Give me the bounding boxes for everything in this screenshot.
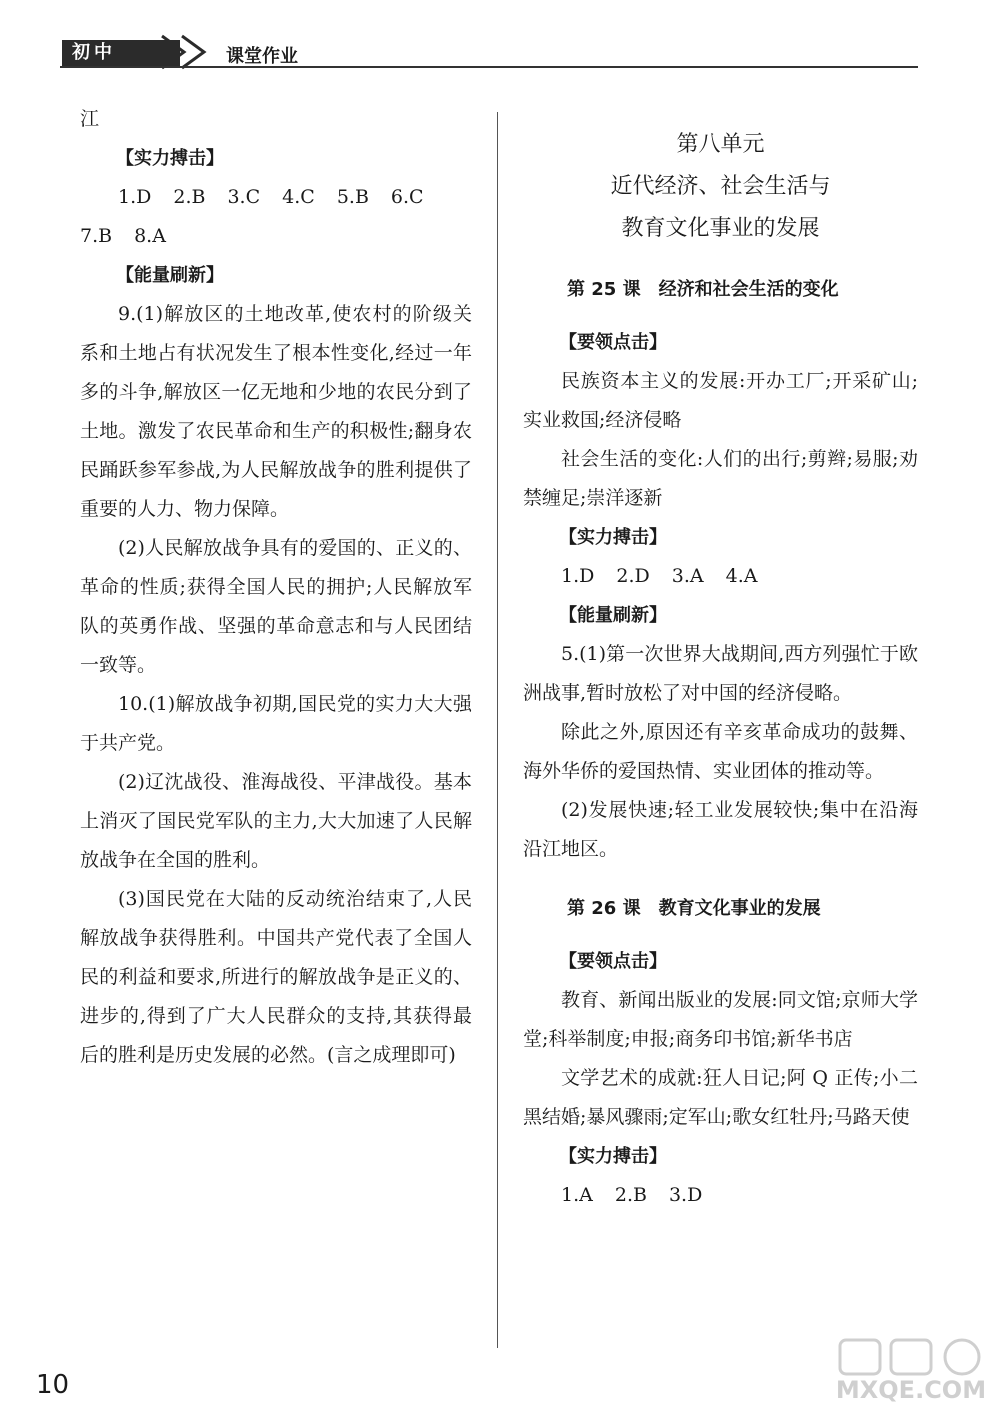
lesson-name: 经济和社会生活的变化 [658,279,839,300]
lesson-number: 第 25 课 [567,279,641,300]
watermark-text: MXQE.COM [835,1376,987,1404]
answer-item: 7.B [80,225,113,247]
paragraph: 江 [80,108,100,130]
answer-item: 3.A [671,565,704,587]
lesson-title [523,889,918,928]
paragraph: 5.(1)第一次世界大战期间,西方列强忙于欧洲战事,暂时放松了对中国的经济侵略。 [523,643,918,704]
paragraph: (2)辽沈战役、淮海战役、平津战役。基本上消灭了国民党军队的主力,大大加速了人民解放战争在全国的胜利。 [80,771,472,871]
double-chevron-icon [156,34,222,70]
answer-item: 6.C [390,186,424,208]
paragraph: 民族资本主义的发展:开办工厂;开采矿山;实业救国;经济侵略 [523,370,918,431]
header-title: 课堂作业 [226,46,298,67]
answer-row [523,1176,918,1215]
lesson-title [523,270,918,309]
answer-item: 3.D [668,1184,703,1206]
answer-row [523,557,918,596]
answer-item: 3.C [227,186,261,208]
section-heading: 【实力搏击】 [559,1146,667,1167]
paragraph: 教育、新闻出版业的发展:同文馆;京师大学堂;科举制度;申报;商务印书馆;新华书店 [523,989,918,1050]
paragraph: (2)人民解放战争具有的爱国的、正义的、革命的性质;获得全国人民的拥护;人民解放军队的英勇作战、坚强的革命意志和与人民团结一致等。 [80,537,472,676]
answer-row [80,178,472,217]
unit-title: 第八单元 [676,132,765,157]
answer-item: 1.D [118,186,152,208]
header-rule [60,66,918,68]
paragraph: (2)发展快速;轻工业发展较快;集中在沿海沿江地区。 [523,799,918,860]
paragraph: 文学艺术的成就:狂人日记;阿 Q 正传;小二黑结婚;暴风骤雨;定军山;歌女红牡丹;马路天使 [523,1067,918,1128]
answer-item: 1.A [561,1184,593,1206]
watermark-logo-icon [836,1336,986,1378]
lesson-name: 教育文化事业的发展 [658,898,821,919]
page-number: 10 [36,1370,70,1400]
paragraph: 10.(1)解放战争初期,国民党的实力大大强于共产党。 [80,693,472,754]
paragraph: 除此之外,原因还有辛亥革命成功的鼓舞、海外华侨的爱国热情、实业团体的推动等。 [523,721,918,782]
section-heading: 【能量刷新】 [116,265,224,286]
unit-subtitle: 近代经济、社会生活与 [610,174,831,199]
answer-item: 2.B [173,186,206,208]
section-heading: 【实力搏击】 [559,527,667,548]
column-divider [497,112,498,1348]
answer-item: 8.A [134,225,166,247]
paragraph: 9.(1)解放区的土地改革,使农村的阶级关系和土地占有状况发生了根本性变化,经过一年多的斗争,解放区一亿无地和少地的农民分到了土地。激发了农民革命和生产的积极性;翻身农民踊跃参军参战,为人民解放战争的胜利提供了重要的人力、物力保障。 [80,303,472,520]
grade-badge: 初中 [62,40,180,66]
answer-item: 4.A [725,565,758,587]
section-heading: 【要领点击】 [559,951,667,972]
unit-subtitle: 教育文化事业的发展 [621,216,820,241]
answer-item: 2.D [616,565,650,587]
page-header [60,30,918,70]
paragraph: (3)国民党在大陆的反动统治结束了,人民解放战争获得胜利。中国共产党代表了全国人民的利益和要求,所进行的解放战争是正义的、进步的,得到了广大人民群众的支持,其获得最后的胜利是历史发展的必然。(言之成理即可) [80,888,472,1066]
answer-item: 1.D [561,565,595,587]
lesson-number: 第 26 课 [567,898,641,919]
answer-item: 5.B [336,186,369,208]
section-heading: 【要领点击】 [559,332,667,353]
answer-row [80,217,472,256]
left-column [80,100,472,1075]
answer-item: 4.C [282,186,315,208]
section-heading: 【能量刷新】 [559,605,667,626]
right-column [523,100,918,1215]
paragraph: 社会生活的变化:人们的出行;剪辫;易服;劝禁缠足;崇洋逐新 [523,448,918,509]
section-heading: 【实力搏击】 [116,148,224,169]
answer-item: 2.B [614,1184,647,1206]
watermark [826,1336,996,1422]
